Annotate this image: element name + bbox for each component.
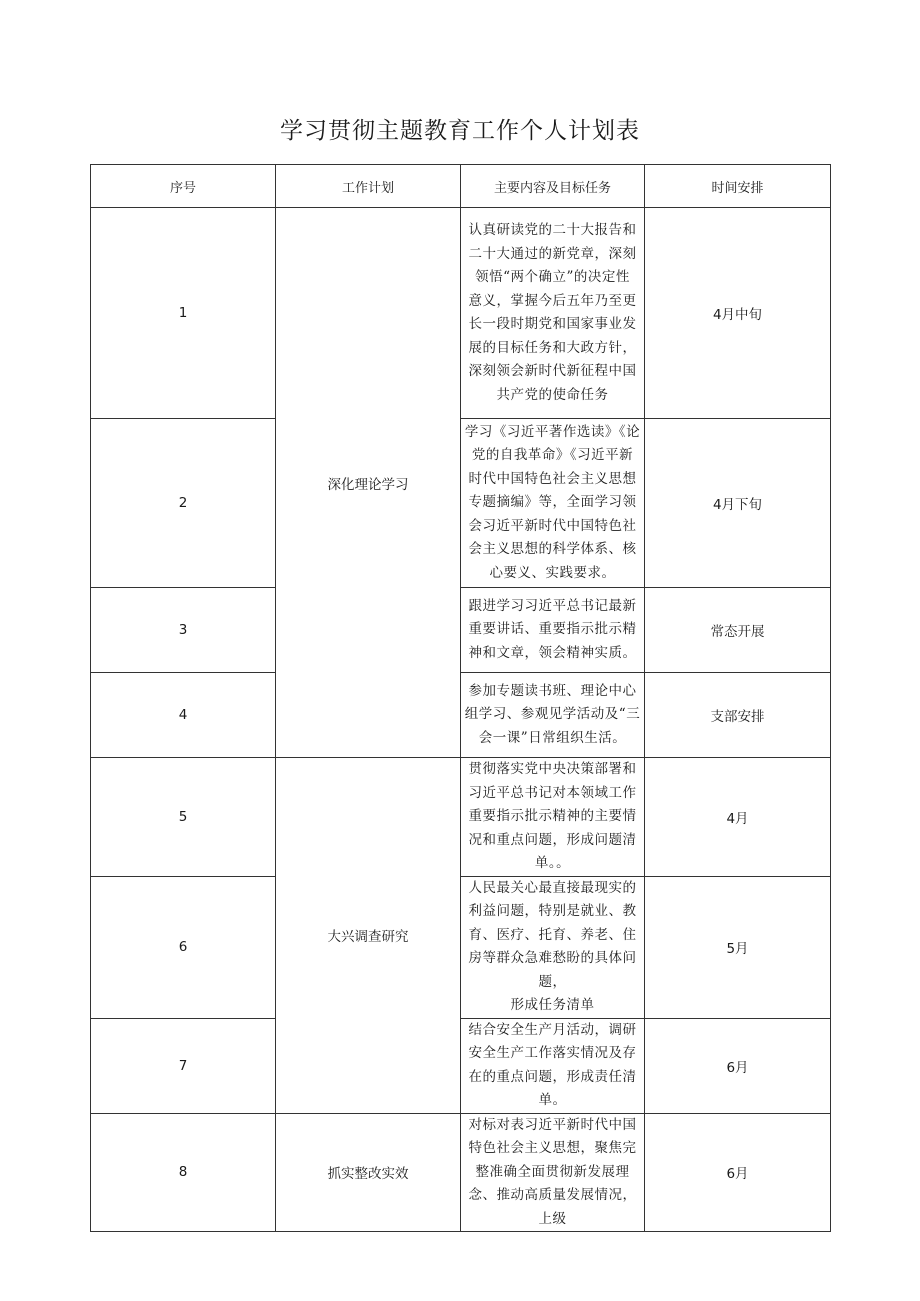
content-line: 特色社会主义思想，聚焦完 [468, 1140, 637, 1156]
plan-group: 深化理论学习 [276, 208, 461, 758]
row-seq: 5 [91, 758, 276, 877]
row-seq: 3 [91, 588, 276, 673]
content-line: 育、医疗、托育、养老、住 [468, 926, 637, 943]
content-line: 重要讲话、重要指示批示精 [468, 621, 637, 638]
page-title: 学习贯彻主题教育工作个人计划表 [280, 118, 640, 144]
row-time: 4月 [645, 758, 831, 877]
content-line: 二十大通过的新党章，深刻 [468, 245, 637, 262]
content-line: 况和重点问题，形成问题清 [468, 831, 637, 848]
row-content [461, 1113, 645, 1232]
row-content [461, 419, 645, 588]
content-line: 神和文章，领会精神实质。 [468, 644, 637, 661]
row-time: 常态开展 [645, 588, 831, 673]
content-line: 在的重点问题，形成责任清 [468, 1068, 637, 1085]
table-header-row [91, 165, 831, 208]
row-content [461, 588, 645, 673]
content-line: 题， [538, 973, 567, 990]
row-content [461, 1018, 645, 1113]
content-line: 展的目标任务和大政方针， [468, 339, 637, 356]
content-line: 单。 [538, 1092, 567, 1108]
row-content [461, 758, 645, 877]
row-content [461, 673, 645, 758]
content-line: 长一段时期党和国家事业发 [468, 316, 637, 332]
row-time: 支部安排 [645, 673, 831, 758]
content-line: 时代中国特色社会主义思想 [468, 470, 637, 487]
content-line: 单。。 [534, 855, 571, 871]
header-time: 时间安排 [645, 165, 831, 208]
content-line: 意义，掌握今后五年乃至更 [468, 292, 637, 309]
content-line: 上级 [538, 1210, 567, 1227]
table-row [91, 419, 831, 588]
row-seq: 2 [91, 419, 276, 588]
content-line: 参加专题读书班、理论中心 [468, 682, 637, 699]
row-seq: 8 [91, 1113, 276, 1232]
row-time: 6月 [645, 1018, 831, 1113]
header-seq: 序号 [91, 165, 276, 208]
plan-group: 大兴调查研究 [276, 758, 461, 1114]
table-row [91, 673, 831, 758]
content-line: 房等群众急难愁盼的具体问 [468, 950, 637, 966]
content-line: 贯彻落实党中央决策部署和 [468, 761, 637, 777]
content-line: 心要义、实践要求。 [489, 564, 616, 581]
row-time: 6月 [645, 1113, 831, 1232]
content-line: 重要指示批示精神的主要情 [468, 808, 637, 824]
content-line: 组学习、参观见学活动及“三 [464, 706, 641, 723]
row-content [461, 876, 645, 1018]
row-time: 4月中旬 [645, 208, 831, 419]
plan-group: 抓实整改实效 [276, 1113, 461, 1232]
content-line: 会主义思想的科学体系、核 [468, 541, 637, 558]
content-line: 对标对表习近平新时代中国 [468, 1116, 637, 1133]
table-row [91, 758, 831, 877]
content-line: 形成任务清单 [510, 997, 595, 1013]
row-seq: 4 [91, 673, 276, 758]
content-line: 跟进学习习近平总书记最新 [468, 597, 637, 614]
row-time: 5月 [645, 876, 831, 1018]
table-row [91, 1018, 831, 1113]
content-line: 学习《习近平著作选读》《论 [464, 423, 641, 440]
content-line: 人民最关心最直接最现实的 [468, 879, 637, 896]
table-row [91, 876, 831, 1018]
row-time: 4月下旬 [645, 419, 831, 588]
content-line: 专题摘编》等，全面学习领 [468, 494, 637, 511]
content-line: 结合安全生产月活动，调研 [468, 1021, 637, 1038]
content-line: 习近平总书记对本领域工作 [468, 784, 637, 801]
row-seq: 6 [91, 876, 276, 1018]
content-line: 念、推动高质量发展情况， [468, 1187, 637, 1203]
table-row [91, 1113, 831, 1232]
content-line: 党的自我革命》《习近平新 [471, 447, 634, 464]
table-row [91, 208, 831, 419]
content-line: 领悟“两个确立”的决定性 [475, 269, 630, 285]
content-line: 会一课”日常组织生活。 [478, 729, 627, 746]
header-plan: 工作计划 [276, 165, 461, 208]
content-line: 利益问题，特别是就业、教 [468, 903, 637, 919]
content-line: 安全生产工作落实情况及存 [468, 1045, 637, 1061]
row-seq: 1 [91, 208, 276, 419]
table-row [91, 588, 831, 673]
row-content [461, 208, 645, 419]
header-content: 主要内容及目标任务 [461, 165, 645, 208]
content-line: 会习近平新时代中国特色社 [468, 517, 637, 534]
row-seq: 7 [91, 1018, 276, 1113]
plan-table [90, 164, 831, 1232]
content-line: 深刻领会新时代新征程中国 [468, 363, 637, 379]
content-line: 认真研读党的二十大报告和 [468, 222, 637, 238]
content-line: 共产党的使命任务 [496, 386, 609, 403]
content-line: 整准确全面贯彻新发展理 [475, 1163, 630, 1180]
